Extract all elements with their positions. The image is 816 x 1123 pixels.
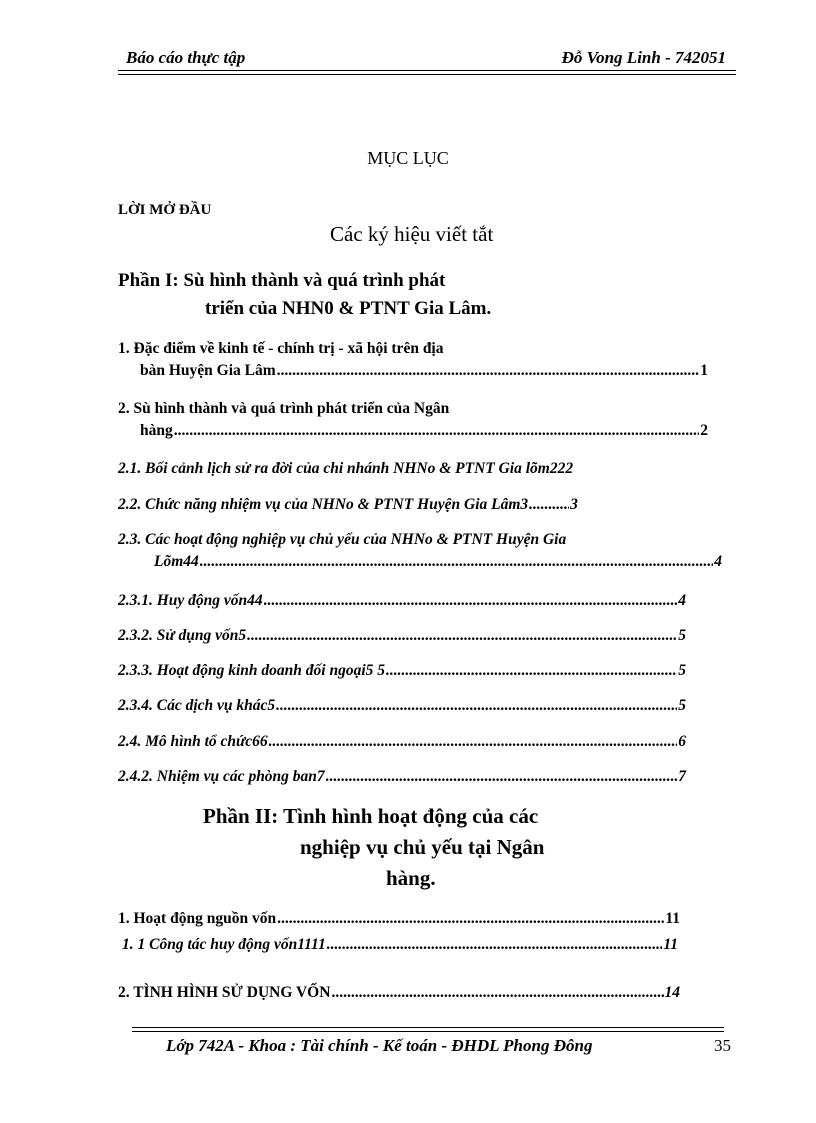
header-rule xyxy=(118,70,736,71)
toc-entry-text: 2.4.2. Nhiệm vụ các phòng ban7 xyxy=(118,768,325,785)
toc-entry xyxy=(122,936,678,954)
toc-entry-text: 2.2. Chức năng nhiệm vụ của NHNo & PTNT Huyện Gia Lâm3 xyxy=(118,496,529,513)
part1-heading-line1: Phần I: Sù hình thành và quá trình phát xyxy=(118,270,446,291)
toc-leader xyxy=(247,627,677,645)
toc-entry-text: bàn Huyện Gia Lâm xyxy=(140,362,276,379)
toc-entry xyxy=(118,531,722,571)
toc-leader xyxy=(276,697,677,715)
footer-rule xyxy=(132,1031,724,1032)
toc-page-number: 14 xyxy=(664,984,680,1001)
toc-page-number: 4 xyxy=(678,592,686,609)
page-title: MỤC LỤC xyxy=(367,148,449,168)
toc-entry xyxy=(118,910,680,928)
part1-heading-line2: triển của NHN0 & PTNT Gia Lâm. xyxy=(205,298,492,319)
toc-page-number: 11 xyxy=(665,910,680,927)
toc-entry xyxy=(118,400,708,440)
toc-leader xyxy=(200,553,713,571)
footer-text: Lớp 742A - Khoa : Tài chính - Kế toán - ĐHDL Phong Đông xyxy=(166,1036,593,1055)
toc-abbreviations: Các ký hiệu viết tắt xyxy=(330,222,494,246)
toc-leader xyxy=(331,984,663,1002)
toc-page-number: 5 xyxy=(678,662,686,679)
toc-page-number: 4 xyxy=(714,553,722,570)
toc-entry-text: 1. Đặc điểm về kinh tế - chính trị - xã hội trên địa xyxy=(118,340,444,357)
toc-entry xyxy=(118,496,686,514)
toc-entry-text: 2.3.1. Huy động vốn44 xyxy=(118,592,263,609)
toc-entry-text: 2. TÌNH HÌNH SỬ DỤNG VỐN xyxy=(118,984,331,1001)
toc-entry-text: 1. Hoạt động nguồn vốn xyxy=(118,910,277,927)
toc-entry xyxy=(118,592,686,610)
page-number: 35 xyxy=(714,1036,731,1055)
toc-entry-text: 2.3.3. Hoạt động kinh doanh đối ngoại5 5 xyxy=(118,662,386,679)
toc-entry-text: 2.3.4. Các dịch vụ khác5 xyxy=(118,697,276,714)
toc-page-number: 5 xyxy=(678,627,686,644)
toc-leader xyxy=(277,910,664,928)
toc-entry xyxy=(118,984,680,1002)
toc-entry xyxy=(118,627,686,645)
toc-leader xyxy=(326,768,678,786)
toc-entry-text: 2. Sù hình thành và quá trình phát triển của Ngân xyxy=(118,400,450,417)
part2-heading-line1: Phần II: Tình hình hoạt động của các xyxy=(203,804,539,828)
toc-entry-text: 2.4. Mô hình tổ chức66 xyxy=(118,733,268,750)
toc-leader xyxy=(529,496,569,514)
toc-page-number: 7 xyxy=(678,768,686,785)
header-right: Đỗ Vong Linh - 742051 xyxy=(561,48,726,67)
toc-page-number: 3 xyxy=(570,496,578,513)
toc-entry-text: Lõm44 xyxy=(154,553,199,570)
toc-intro: LỜI MỞ ĐẦU xyxy=(118,202,212,218)
toc-entry xyxy=(118,340,708,380)
header-rule xyxy=(118,74,736,75)
toc-page-number: 1 xyxy=(700,362,708,379)
toc-entry-text: hàng xyxy=(140,422,173,439)
toc-entry xyxy=(118,662,686,680)
toc-entry xyxy=(118,733,686,751)
toc-page-number: 11 xyxy=(663,936,678,953)
toc-entry xyxy=(118,768,686,786)
toc-leader xyxy=(277,362,700,380)
toc-leader xyxy=(327,936,663,954)
toc-entry-text: 2.1. Bối cảnh lịch sử ra đời của chi nhánh NHNo & PTNT Gia lõm222 xyxy=(118,460,574,477)
part2-heading-line2: nghiệp vụ chủ yếu tại Ngân xyxy=(300,835,545,859)
toc-page-number: 6 xyxy=(678,733,686,750)
toc-entry-text: 2.3.2. Sử dụng vốn5 xyxy=(118,627,247,644)
toc-leader xyxy=(269,733,678,751)
toc-entry xyxy=(118,460,686,478)
footer-rule xyxy=(132,1027,724,1028)
toc-leader xyxy=(264,592,678,610)
toc-entry xyxy=(118,697,686,715)
header-left: Báo cáo thực tập xyxy=(126,48,246,67)
toc-entry-text: 2.3. Các hoạt động nghiệp vụ chủ yếu của NHNo & PTNT Huyện Gia xyxy=(118,531,567,548)
part2-heading-line3: hàng. xyxy=(386,866,436,890)
toc-page-number: 5 xyxy=(678,697,686,714)
toc-leader xyxy=(174,422,700,440)
toc-page-number: 2 xyxy=(700,422,708,439)
toc-entry-text: 1. 1 Công tác huy động vốn1111 xyxy=(122,936,326,953)
toc-leader xyxy=(386,662,677,680)
